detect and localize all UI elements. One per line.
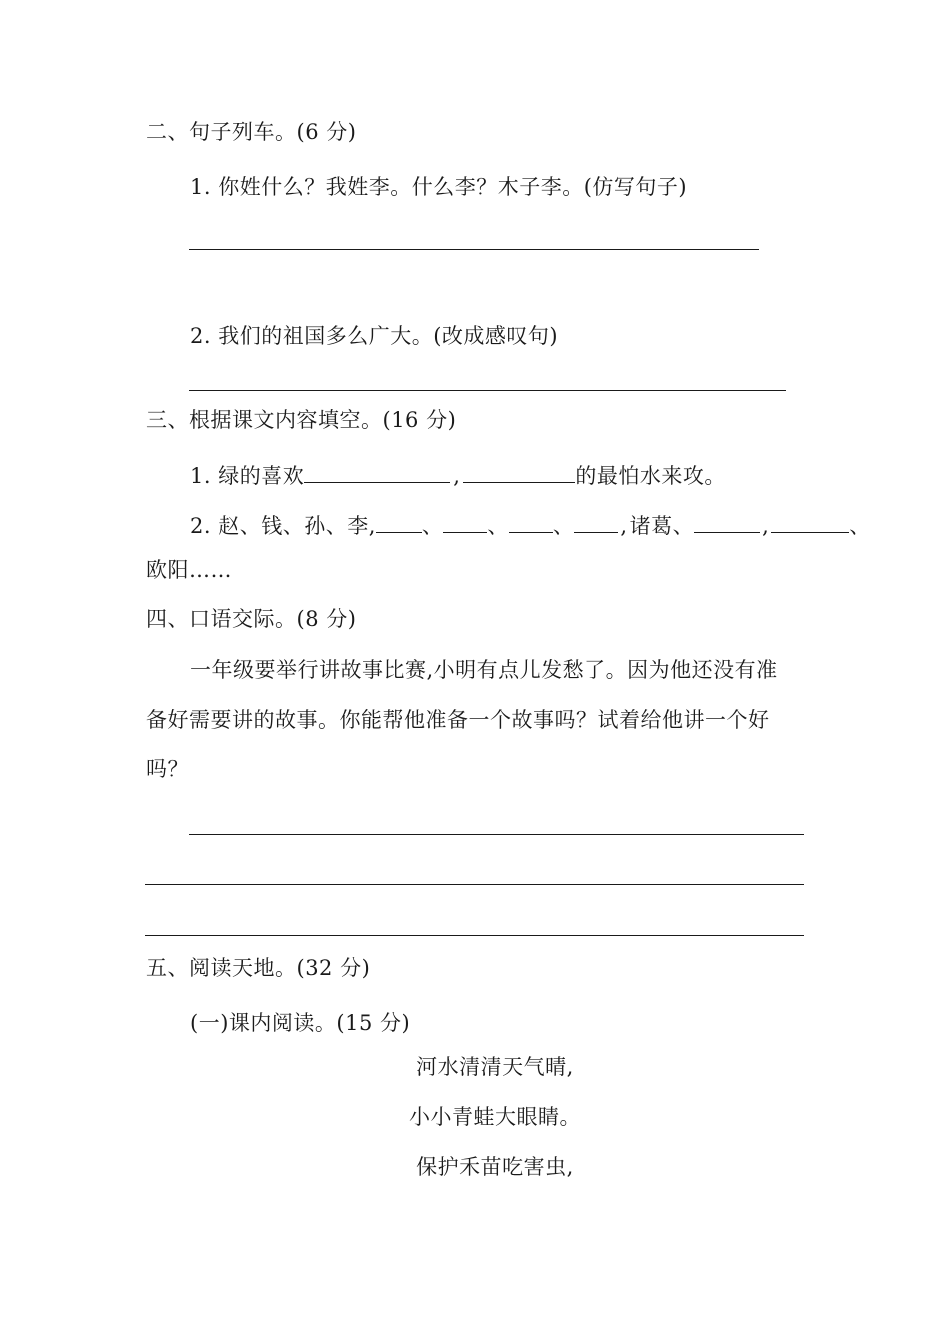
section-4-title: 四、口语交际。(8 分)	[146, 607, 357, 631]
s3-q2-mid: 诸葛、	[629, 514, 695, 538]
s3-q2-sep-4: 、	[849, 514, 871, 538]
s3-q1-prefix: 1. 绿的喜欢	[190, 464, 305, 488]
s3-question-1	[190, 460, 726, 491]
s3-q2-comma-1: ,	[620, 514, 628, 538]
s3-q2-blank-5[interactable]	[694, 510, 760, 533]
s4-answer-line-3[interactable]	[145, 935, 804, 936]
poem-line-2: 小小青蛙大眼睛。	[409, 1105, 581, 1129]
s3-q2-prefix: 2. 赵、钱、孙、李,	[190, 514, 376, 538]
s3-q2-sep-2: 、	[487, 514, 509, 538]
s4-paragraph-line-2: 备好需要讲的故事。你能帮他准备一个故事吗？试着给他讲一个好	[146, 708, 770, 732]
section-5-title: 五、阅读天地。(32 分)	[146, 956, 371, 980]
s3-q2-end: 欧阳……	[146, 558, 232, 582]
s3-q1-suffix: 的最怕水来攻。	[575, 464, 726, 488]
s3-q2-sep-3: 、	[552, 514, 575, 538]
s3-q1-blank-1[interactable]	[304, 460, 450, 483]
section-2-title: 二、句子列车。(6 分)	[146, 120, 357, 144]
s3-q1-blank-2[interactable]	[463, 460, 575, 483]
s3-q2-comma-2: ,	[762, 514, 770, 538]
s4-paragraph-line-3: 吗？	[146, 757, 189, 781]
s5-subsection-1: (一)课内阅读。(15 分)	[190, 1011, 411, 1035]
s3-q2-blank-1[interactable]	[376, 510, 422, 533]
s2-question-1: 1. 你姓什么？我姓李。什么李？木子李。(仿写句子)	[190, 175, 688, 199]
s4-answer-line-1[interactable]	[189, 834, 804, 835]
s2-question-2: 2. 我们的祖国多么广大。(改成感叹句)	[190, 324, 559, 348]
section-3-title: 三、根据课文内容填空。(16 分)	[146, 408, 457, 432]
poem-line-3: 保护禾苗吃害虫,	[416, 1155, 574, 1179]
s3-q2-blank-4[interactable]	[574, 510, 618, 533]
s4-paragraph-line-1: 一年级要举行讲故事比赛,小明有点儿发愁了。因为他还没有准	[190, 658, 778, 682]
poem-line-1: 河水清清天气晴,	[416, 1055, 574, 1079]
s3-question-2	[190, 510, 871, 541]
s3-q2-blank-6[interactable]	[771, 510, 849, 533]
s3-q2-blank-3[interactable]	[509, 510, 553, 533]
s4-answer-line-2[interactable]	[145, 884, 804, 885]
s3-q1-comma: ,	[453, 464, 461, 488]
s3-q2-blank-2[interactable]	[443, 510, 487, 533]
s2-q2-answer-line[interactable]	[189, 390, 786, 391]
s2-q1-answer-line[interactable]	[189, 249, 759, 250]
s3-q2-sep-1: 、	[421, 514, 444, 538]
